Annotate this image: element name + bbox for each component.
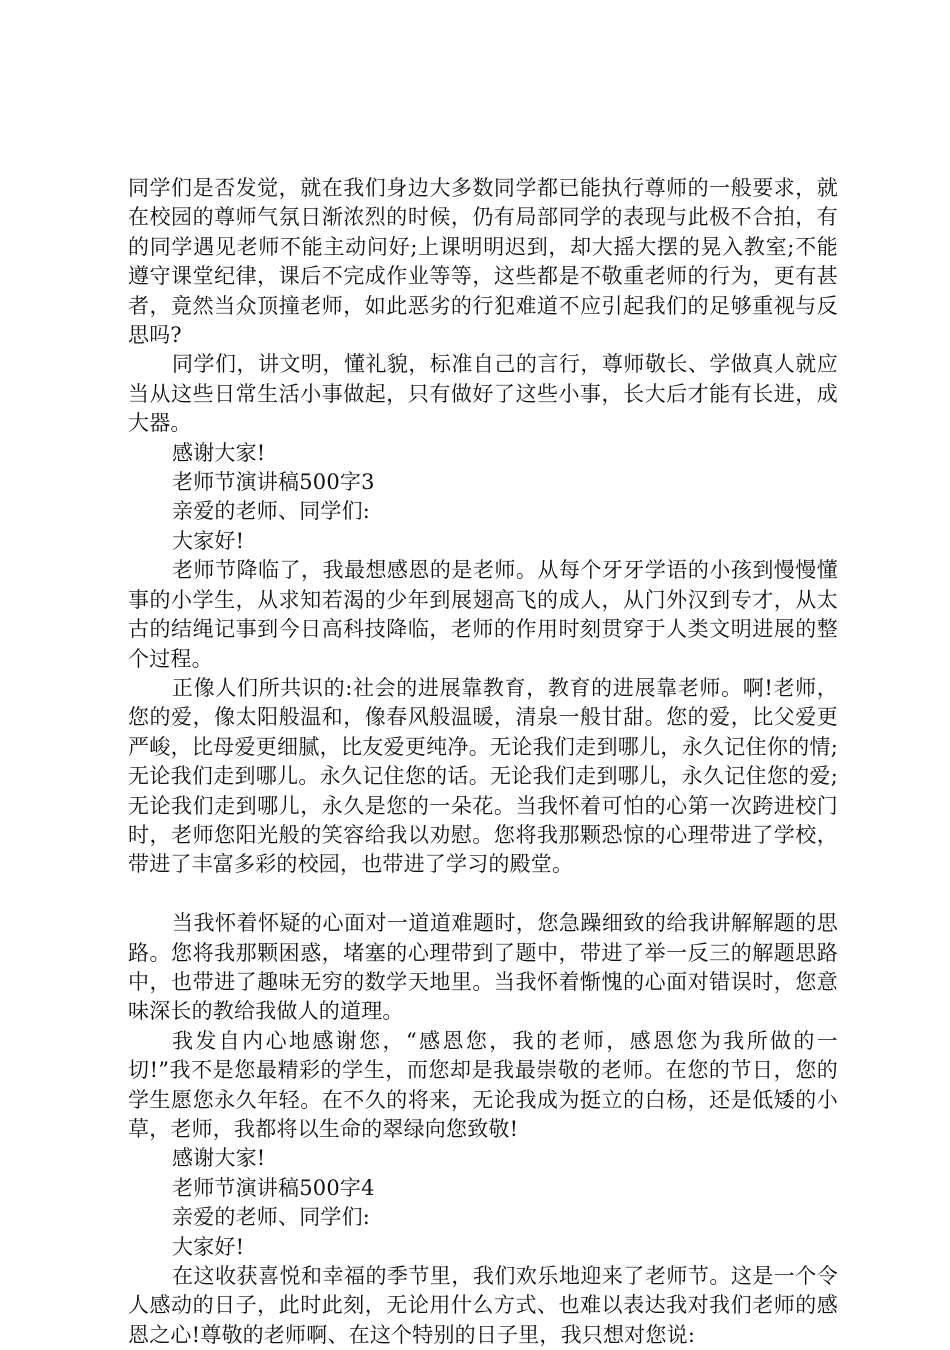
closing-line: 感谢大家! [172, 440, 266, 465]
paragraph: 我发自内心地感谢您，“感恩您，我的老师，感恩您为我所做的一切!”我不是您最精彩的学生，而您却是我最崇敬的老师。在您的节日，您的学生愿您永久年轻。在不久的将来，无论我成为挺立的白杨，还是低矮的小草，老师，我都将以生命的翠绿向您致敬! [128, 1028, 838, 1141]
salutation: 亲爱的老师、同学们: [172, 499, 371, 524]
paragraph: 正像人们所共识的:社会的进展靠教育，教育的进展靠老师。啊!老师，您的爱，像太阳般温和，像春风般温暖，清泉一般甘甜。您的爱，比父爱更严峻，比母爱更细腻，比友爱更纯净。无论我们走到哪儿，永久记住你的情;无论我们走到哪儿。永久记住您的话。无论我们走到哪儿，永久记住您的爱;无论我们走到哪儿，永久是您的一朵花。当我怀着可怕的心第一次跨进校门时，老师您阳光般的笑容给我以劝慰。您将我那颗恐惊的心理带进了学校，带进了丰富多彩的校园，也带进了学习的殿堂。 [128, 675, 838, 877]
paragraph: 在这收获喜悦和幸福的季节里，我们欢乐地迎来了老师节。这是一个令人感动的日子，此时此刻，无论用什么方式、也难以表达我对我们老师的感恩之心!尊敬的老师啊、在这个特别的日子里，我只想对您说: [128, 1264, 838, 1347]
paragraph: 老师节降临了，我最想感恩的是老师。从每个牙牙学语的小孩到慢慢懂事的小学生，从求知若渴的少年到展翅高飞的成人，从门外汉到专才，从太古的结绳记事到今日高科技降临，老师的作用时刻贯穿于人类文明进展的整个过程。 [128, 558, 838, 671]
closing-line: 感谢大家! [172, 1146, 266, 1171]
greeting: 大家好! [172, 528, 245, 553]
greeting: 大家好! [172, 1234, 245, 1259]
paragraph: 当我怀着怀疑的心面对一道道难题时，您急躁细致的给我讲解解题的思路。您将我那颗困惑，堵塞的心理带到了题中，带进了举一反三的解题思路中，也带进了趣味无穷的数学天地里。当我怀着惭愧的心面对错误时，您意味深长的教给我做人的道理。 [128, 911, 838, 1024]
section-title: 老师节演讲稿500字4 [172, 1175, 375, 1200]
paragraph: 同学们是否发觉，就在我们身边大多数同学都已能执行尊师的一般要求，就在校园的尊师气氛日渐浓烈的时候，仍有局部同学的表现与此极不合拍，有的同学遇见老师不能主动问好;上课明明迟到，却大摇大摆的晃入教室;不能遵守课堂纪律，课后不完成作业等等，这些都是不敬重老师的行为，更有甚者，竟然当众顶撞老师，如此恶劣的行犯难道不应引起我们的足够重视与反思吗? [128, 176, 838, 348]
paragraph-gap [128, 880, 838, 909]
paragraph: 同学们，讲文明，懂礼貌，标准自己的言行，尊师敬长、学做真人就应当从这些日常生活小事做起，只有做好了这些小事，长大后才能有长进，成大器。 [128, 352, 838, 436]
section-title: 老师节演讲稿500字3 [172, 470, 375, 495]
salutation: 亲爱的老师、同学们: [172, 1205, 371, 1230]
document-body [128, 174, 838, 1350]
